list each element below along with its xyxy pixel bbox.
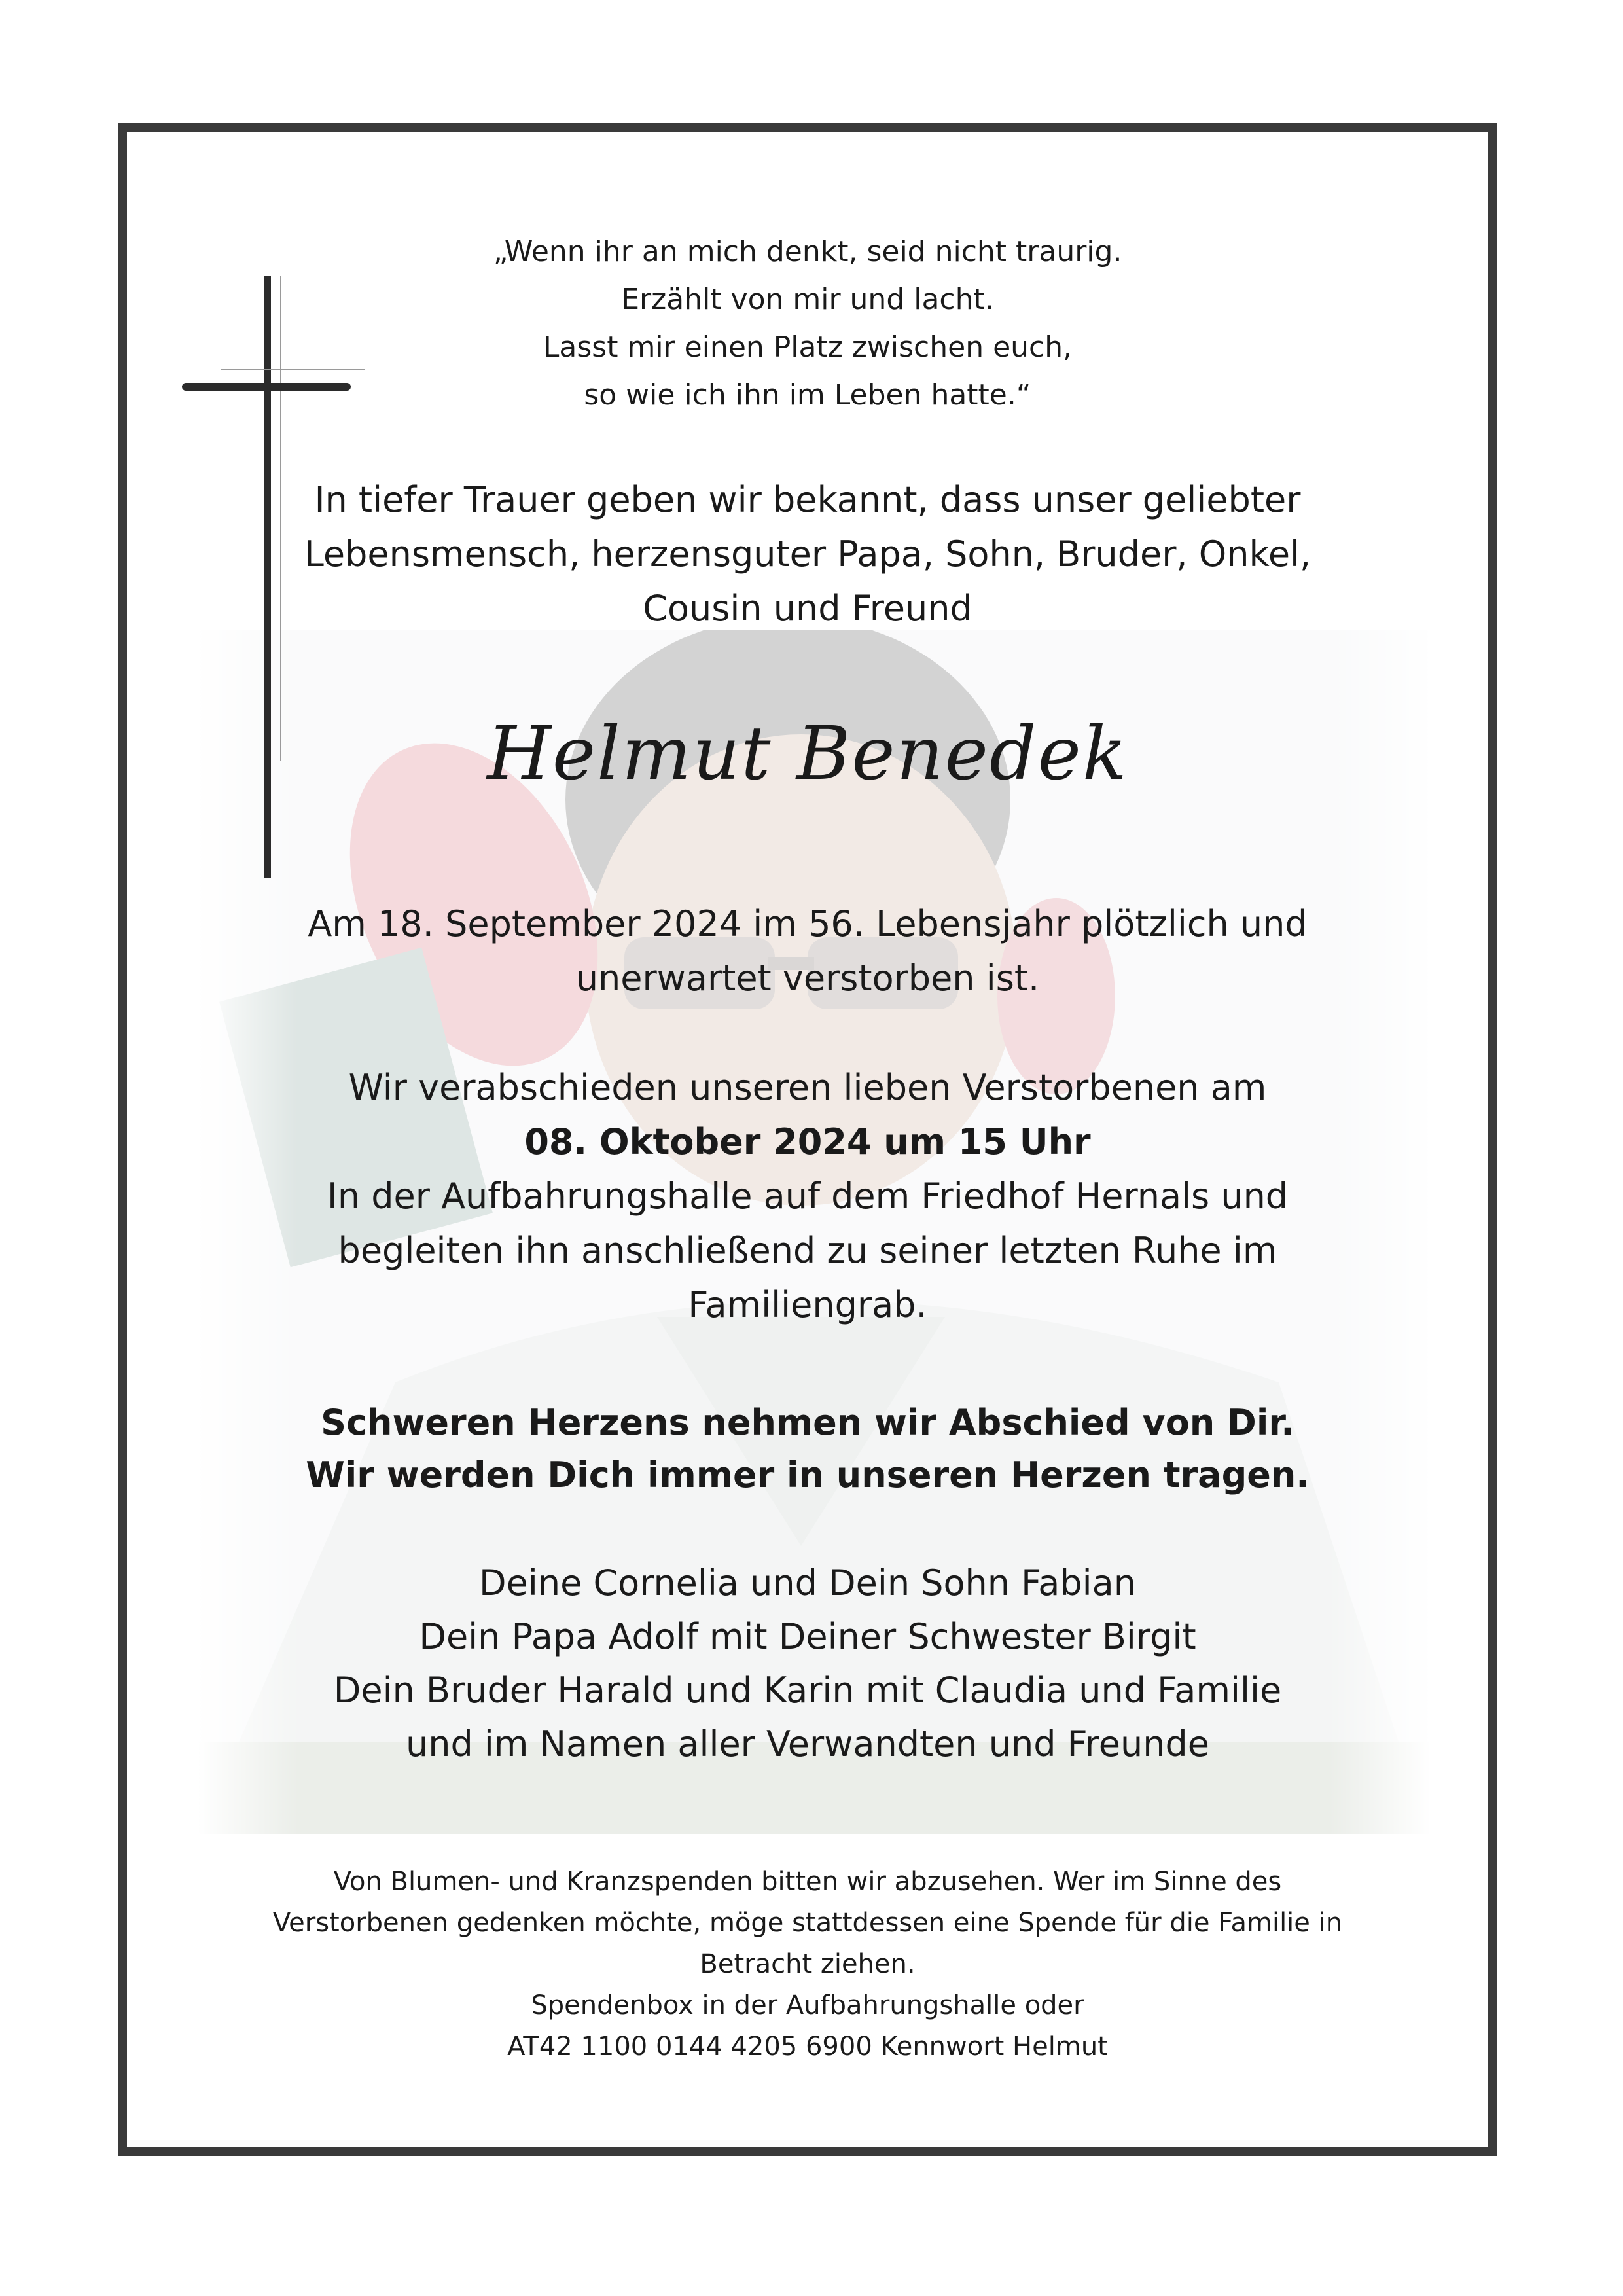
opening-quote xyxy=(127,228,1488,419)
funeral-line: Familiengrab. xyxy=(688,1284,927,1325)
farewell-message xyxy=(127,1397,1488,1501)
donation-line: Betracht ziehen. xyxy=(700,1949,916,1979)
farewell-line: Schweren Herzens nehmen wir Abschied von Dir. xyxy=(321,1402,1294,1443)
funeral-line: Wir verabschieden unseren lieben Verstorbenen am xyxy=(348,1067,1267,1108)
deceased-name: Helmut Benedek xyxy=(487,711,1128,797)
quote-line: Erzählt von mir und lacht. xyxy=(621,283,994,316)
death-line: Am 18. September 2024 im 56. Lebensjahr plötzlich und xyxy=(308,903,1308,944)
intro-line: Cousin und Freund xyxy=(643,588,972,629)
intro-line: Lebensmensch, herzensguter Papa, Sohn, Bruder, Onkel, xyxy=(304,533,1311,575)
quote-line: Lasst mir einen Platz zwischen euch, xyxy=(543,331,1073,364)
obituary-frame xyxy=(118,123,1497,2156)
funeral-line: In der Aufbahrungshalle auf dem Friedhof Hernals und xyxy=(327,1175,1289,1217)
death-notice xyxy=(127,897,1488,1005)
announcement-intro xyxy=(127,473,1488,636)
donation-line: Von Blumen- und Kranzspenden bitten wir abzusehen. Wer im Sinne des xyxy=(333,1867,1282,1897)
family-line: Dein Papa Adolf mit Deiner Schwester Birgit xyxy=(419,1616,1196,1657)
death-line: unerwartet verstorben ist. xyxy=(575,958,1040,999)
family-signatures xyxy=(127,1556,1488,1771)
quote-line: „Wenn ihr an mich denkt, seid nicht traurig. xyxy=(493,235,1122,268)
family-line: Dein Bruder Harald und Karin mit Claudia und Familie xyxy=(333,1670,1282,1711)
farewell-line: Wir werden Dich immer in unseren Herzen tragen. xyxy=(306,1454,1310,1496)
donation-note xyxy=(127,1861,1488,2068)
funeral-date-time: 08. Oktober 2024 um 15 Uhr xyxy=(524,1121,1091,1162)
family-line: und im Namen aller Verwandten und Freunde xyxy=(406,1723,1209,1765)
donation-line: Verstorbenen gedenken möchte, möge stattdessen eine Spende für die Familie in xyxy=(272,1908,1343,1938)
intro-line: In tiefer Trauer geben wir bekannt, dass unser geliebter xyxy=(314,479,1301,520)
donation-line: Spendenbox in der Aufbahrungshalle oder xyxy=(531,1990,1084,2020)
quote-line: so wie ich ihn im Leben hatte.“ xyxy=(584,378,1031,412)
family-line: Deine Cornelia und Dein Sohn Fabian xyxy=(479,1562,1136,1604)
funeral-line: begleiten ihn anschließend zu seiner letzten Ruhe im xyxy=(338,1230,1277,1271)
funeral-details xyxy=(127,1060,1488,1332)
donation-iban: AT42 1100 0144 4205 6900 Kennwort Helmut xyxy=(507,2032,1108,2062)
